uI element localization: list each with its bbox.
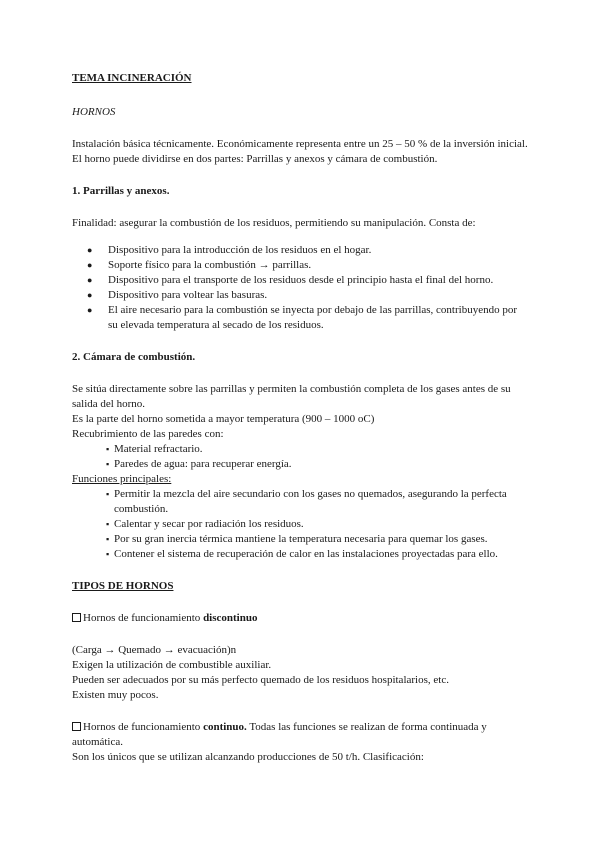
list-item: ▪ Por su gran inercia térmica mantiene la temperatura necesaria para quemar los gases. <box>72 532 528 547</box>
document-page <box>72 71 528 765</box>
continuous-heading <box>72 720 528 750</box>
list-item: ▪ Calentar y secar por radiación los residuos. <box>72 517 528 532</box>
list-item: ● Dispositivo para el transporte de los residuos desde el principio hasta el final del horno. <box>72 273 528 288</box>
section-1-text: Finalidad: asegurar la combustión de los residuos, permitiendo su manipulación. Consta de: <box>72 217 476 229</box>
document-subtitle: HORNOS <box>72 106 116 118</box>
intro-paragraph-2: El horno puede dividirse en dos partes: Parrillas y anexos y cámara de combustión. <box>72 153 438 165</box>
discontinuous-heading <box>72 611 528 626</box>
discontinuous-bold: discontinuo <box>203 612 258 624</box>
continuous-prefix: Hornos de funcionamiento <box>83 721 204 733</box>
continuous-line: Son los únicos que se utilizan alcanzando producciones de 50 t/h. Clasificación: <box>72 751 424 763</box>
discontinuous-line-1: (Carga → Quemado → evacuación)n <box>72 644 237 656</box>
list-item: ▪ Paredes de agua: para recuperar energía. <box>72 457 528 472</box>
list-item: ● Soporte físico para la combustión → parrillas. <box>72 258 528 273</box>
section-2-paragraph-1: Se sitúa directamente sobre las parrillas y permiten la combustión completa de los gases antes de su salida del horno. <box>72 383 511 410</box>
document-title: TEMA INCINERACIÓN <box>72 72 192 84</box>
list-item: ● Dispositivo para voltear las basuras. <box>72 288 528 303</box>
continuous-bold: continuo. <box>203 721 247 733</box>
section-1-list <box>72 243 528 333</box>
types-heading: TIPOS DE HORNOS <box>72 580 174 592</box>
list-item: ▪ Permitir la mezcla del aire secundario con los gases no quemados, asegurando la perfecta combustión. <box>72 487 528 517</box>
checkbox-icon <box>72 613 81 622</box>
coatings-list <box>72 442 528 472</box>
section-2-heading: 2. Cámara de combustión. <box>72 351 196 363</box>
discontinuous-line-4: Existen muy pocos. <box>72 689 159 701</box>
list-item: ▪ Contener el sistema de recuperación de calor en las instalaciones proyectadas para ello. <box>72 547 528 562</box>
discontinuous-line-2: Exigen la utilización de combustible auxiliar. <box>72 659 272 671</box>
list-item: ● El aire necesario para la combustión se inyecta por debajo de las parrillas, contribuyendo por su elevada temperatura al secado de los residuos. <box>72 303 528 333</box>
functions-label: Funciones principales: <box>72 473 172 485</box>
checkbox-icon <box>72 722 81 731</box>
section-2-paragraph-3: Recubrimiento de las paredes con: <box>72 428 224 440</box>
discontinuous-prefix: Hornos de funcionamiento <box>83 612 204 624</box>
section-1-heading: 1. Parrillas y anexos. <box>72 185 170 197</box>
continuous-rest: Todas las funciones se realizan de forma continuada y automática. <box>72 721 487 748</box>
list-item: ▪ Material refractario. <box>72 442 528 457</box>
list-item: ● Dispositivo para la introducción de los residuos en el hogar. <box>72 243 528 258</box>
section-2-paragraph-2: Es la parte del horno sometida a mayor temperatura (900 – 1000 oC) <box>72 413 375 425</box>
intro-paragraph-1: Instalación básica técnicamente. Económicamente representa entre un 25 – 50 % de la inversión inicial. <box>72 138 528 150</box>
functions-list <box>72 487 528 562</box>
discontinuous-line-3: Pueden ser adecuados por su más perfecto quemado de los residuos hospitalarios, etc. <box>72 674 449 686</box>
